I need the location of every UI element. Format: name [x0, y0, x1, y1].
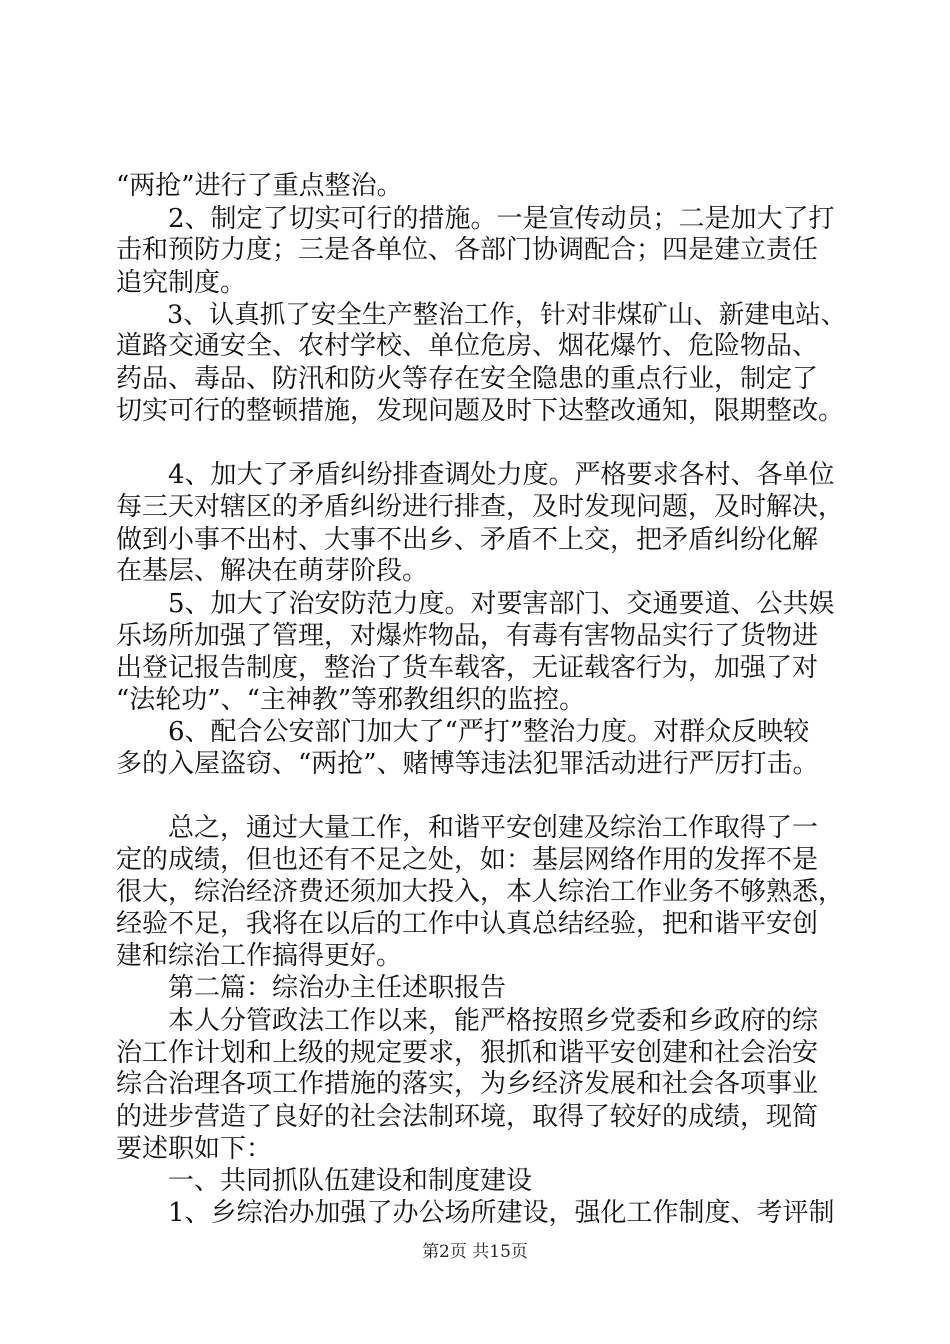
text-line: 4、加大了矛盾纠纷排查调处力度。严格要求各村、各单位 [116, 460, 835, 490]
text-line: 治工作计划和上级的规定要求，狠抓和谐平安创建和社会治安 [116, 1038, 819, 1068]
text-line: 切实可行的整顿措施，发现问题及时下达整改通知，限期整改。 [116, 396, 845, 426]
text-line: 很大，综治经济费还须加大投入，本人综治工作业务不够熟悉， [116, 877, 845, 907]
text-line: 6、配合公安部门加大了“严打”整治力度。对群众反映较 [116, 717, 810, 747]
page-footer: 第2页 共15页 [422, 1242, 528, 1262]
text-line: 追究制度。 [116, 268, 247, 298]
text-line: 做到小事不出村、大事不出乡、矛盾不上交，把矛盾纠纷化解 [116, 525, 819, 555]
text-line: 3、认真抓了安全生产整治工作，针对非煤矿山、新建电站、 [116, 300, 847, 330]
text-line: 乐场所加强了管理，对爆炸物品，有毒有害物品实行了货物进 [116, 621, 819, 651]
text-line: 本人分管政法工作以来，能严格按照乡党委和乡政府的综 [116, 1006, 819, 1036]
text-line: 要述职如下： [116, 1134, 273, 1164]
text-line: 的进步营造了良好的社会法制环境，取得了较好的成绩，现简 [116, 1102, 819, 1132]
text-line: 1、乡综治办加强了办公场所建设，强化工作制度、考评制 [116, 1198, 835, 1228]
subsection-heading: 一、共同抓队伍建设和制度建设 [116, 1166, 533, 1196]
text-line: 5、加大了治安防范力度。对要害部门、交通要道、公共娱 [116, 589, 835, 619]
text-line: 经验不足，我将在以后的工作中认真总结经验，把和谐平安创 [116, 909, 819, 939]
text-line: 击和预防力度；三是各单位、各部门协调配合；四是建立责任 [116, 235, 819, 265]
text-line: 总之，通过大量工作，和谐平安创建及综治工作取得了一 [116, 813, 819, 843]
text-line: 综合治理各项工作措施的落实，为乡经济发展和社会各项事业 [116, 1069, 819, 1099]
text-line: 每三天对辖区的矛盾纠纷进行排查，及时发现问题，及时解决， [116, 492, 845, 522]
section-heading: 第二篇：综治办主任述职报告 [116, 973, 507, 1003]
text-line: 定的成绩，但也还有不足之处，如：基层网络作用的发挥不是 [116, 845, 819, 875]
text-line: 在基层、解决在萌芽阶段。 [116, 556, 429, 586]
text-line: 建和综治工作搞得更好。 [116, 941, 403, 971]
text-line: “法轮功”、“主神教”等邪教组织的监控。 [116, 685, 586, 715]
text-line: 2、制定了切实可行的措施。一是宣传动员；二是加大了打 [116, 204, 835, 234]
text-line: 道路交通安全、农村学校、单位危房、烟花爆竹、危险物品、 [116, 331, 819, 361]
text-line: 药品、毒品、防汛和防火等存在安全隐患的重点行业，制定了 [116, 364, 819, 394]
text-line: 出登记报告制度，整治了货车载客，无证载客行为，加强了对 [116, 653, 819, 683]
text-line: 多的入屋盗窃、“两抢”、赌博等违法犯罪活动进行严厉打击。 [116, 749, 819, 779]
text-line: “两抢”进行了重点整治。 [116, 171, 403, 201]
